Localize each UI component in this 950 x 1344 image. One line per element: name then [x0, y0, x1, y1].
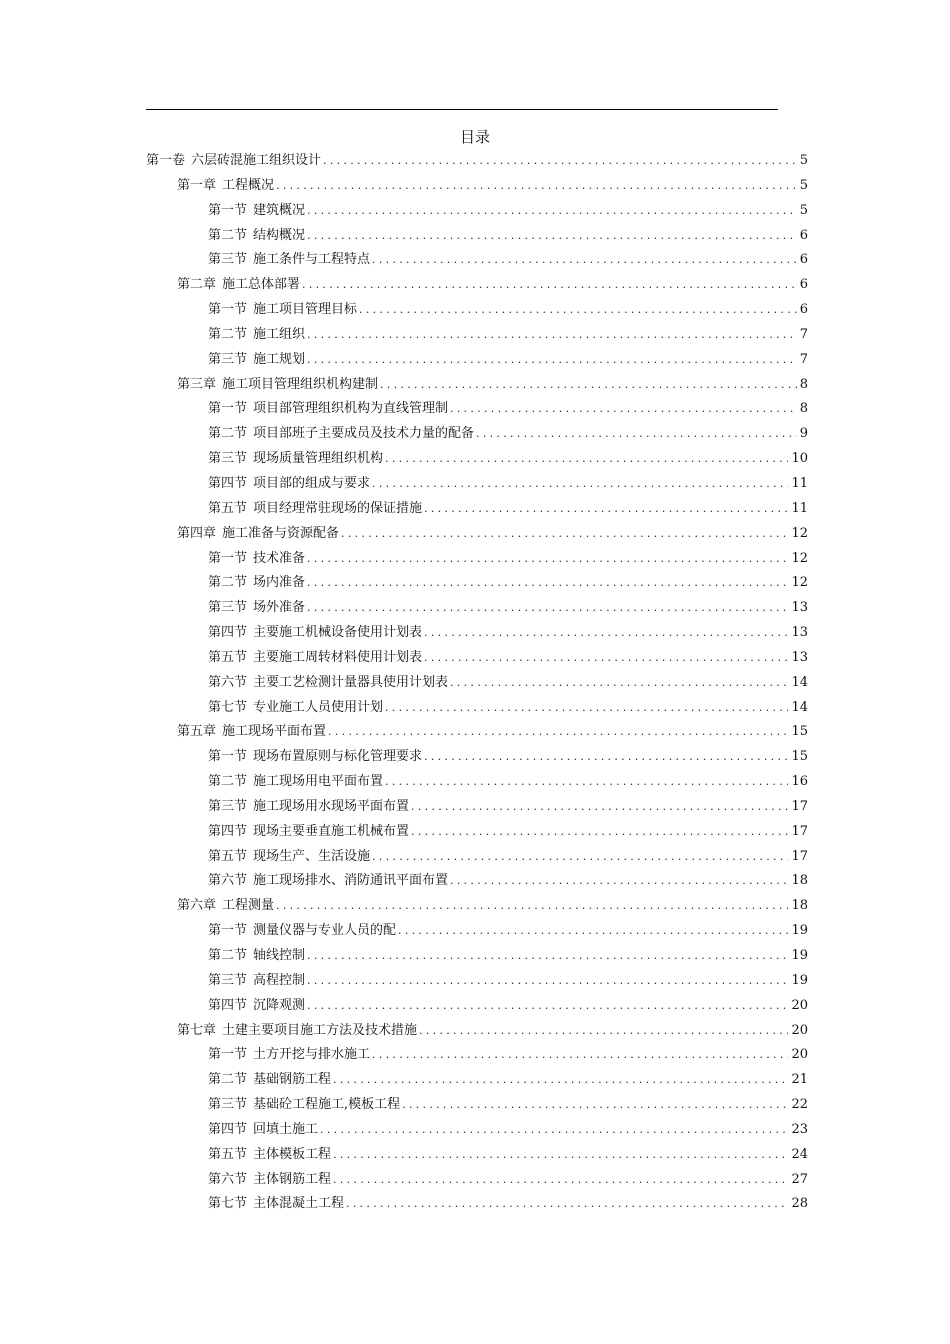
dot-leader: [341, 522, 788, 547]
toc-entry[interactable]: [146, 397, 808, 422]
toc-entry-title: 现场布置原则与标化管理要求: [253, 749, 423, 765]
toc-entry-page-number: 20: [791, 1047, 808, 1063]
toc-entry[interactable]: [146, 1143, 808, 1168]
toc-entry[interactable]: [146, 845, 808, 870]
toc-entry-page-number: 28: [791, 1196, 808, 1212]
toc-entry-title: 回填土施工: [253, 1121, 319, 1137]
toc-entry[interactable]: [146, 447, 808, 472]
dot-leader: [380, 373, 797, 398]
toc-entry-title: 主体模板工程: [253, 1146, 332, 1162]
toc-entry-number: 第七章: [177, 1022, 217, 1038]
toc-entry[interactable]: [146, 1068, 808, 1093]
dot-leader: [450, 671, 788, 696]
toc-entry-page-number: 17: [791, 823, 808, 839]
toc-entry-number: 第一节: [208, 749, 248, 765]
toc-entry-number: 第一节: [208, 1047, 248, 1063]
toc-entry[interactable]: [146, 820, 808, 845]
toc-entry[interactable]: [146, 894, 808, 919]
toc-entry-number: 第一章: [177, 177, 217, 193]
toc-entry-page-number: 8: [799, 401, 808, 417]
toc-entry[interactable]: [146, 919, 808, 944]
toc-entry-number: 第三章: [177, 376, 217, 392]
dot-leader: [372, 845, 788, 870]
toc-entry-title: 现场生产、生活设施: [253, 848, 371, 864]
toc-entry-number: 第三节: [208, 451, 248, 467]
toc-entry-title: 施工组织: [253, 326, 306, 342]
toc-entry-title: 六层砖混施工组织设计: [191, 153, 322, 168]
toc-entry-number: 第三节: [208, 1097, 248, 1113]
toc-entry[interactable]: [146, 1043, 808, 1068]
dot-leader: [385, 447, 788, 472]
dot-leader: [307, 323, 797, 348]
toc-entry-number: 第四节: [208, 475, 248, 491]
dot-leader: [372, 472, 788, 497]
toc-entry-title: 技术准备: [253, 550, 306, 566]
toc-entry-page-number: 21: [791, 1072, 808, 1088]
toc-entry-page-number: 5: [799, 177, 808, 193]
toc-entry[interactable]: [146, 472, 808, 497]
toc-entry-page-number: 24: [791, 1146, 808, 1162]
dot-leader: [307, 596, 788, 621]
dot-leader: [307, 944, 788, 969]
toc-entry-title: 基础砼工程施工,模板工程: [253, 1097, 401, 1113]
toc-entry-title: 项目部管理组织机构为直线管理制: [253, 401, 449, 417]
toc-entry-title: 主体钢筋工程: [253, 1171, 332, 1187]
toc-entry-title: 建筑概况: [253, 202, 306, 218]
toc-entry-page-number: 20: [791, 997, 808, 1013]
toc-entry-page-number: 11: [791, 500, 808, 516]
toc-entry-number: 第二节: [208, 948, 248, 963]
toc-entry-number: 第六章: [177, 898, 217, 914]
toc-entry-title: 项目部班子主要成员及技术力量的配备: [253, 426, 475, 442]
dot-leader: [424, 497, 788, 522]
dot-leader: [307, 348, 797, 373]
toc-entry[interactable]: [146, 596, 808, 621]
toc-entry-title: 施工准备与资源配备: [222, 525, 340, 541]
dot-leader: [333, 1068, 788, 1093]
toc-entry-page-number: 15: [791, 724, 808, 740]
toc-entry-number: 第三节: [208, 351, 248, 367]
toc-entry-title: 轴线控制: [253, 948, 306, 963]
toc-entry[interactable]: [146, 248, 808, 273]
toc-entry[interactable]: [146, 646, 808, 671]
toc-entry-number: 第一卷: [146, 153, 186, 168]
toc-entry-title: 施工现场排水、消防通讯平面布置: [253, 873, 449, 889]
toc-entry-title: 专业施工人员使用计划: [253, 699, 384, 715]
toc-entry-page-number: 13: [791, 600, 808, 616]
toc-entry-number: 第二节: [208, 227, 248, 243]
dot-leader: [411, 795, 788, 820]
toc-entry-title: 工程概况: [222, 177, 275, 193]
toc-entry-number: 第六节: [208, 1171, 248, 1187]
toc-entry[interactable]: [146, 422, 808, 447]
toc-entry-title: 施工现场用电平面布置: [253, 774, 384, 790]
toc-entry-page-number: 15: [791, 749, 808, 765]
dot-leader: [450, 397, 797, 422]
toc-entry-page-number: 6: [799, 277, 808, 293]
toc-entry-number: 第四节: [208, 997, 248, 1013]
toc-entry[interactable]: [146, 522, 808, 547]
toc-entry-page-number: 12: [791, 575, 808, 591]
toc-entry-number: 第五节: [208, 848, 248, 864]
dot-leader: [307, 547, 788, 572]
toc-entry-title: 项目经理常驻现场的保证措施: [253, 500, 423, 516]
toc-entry-page-number: 7: [799, 326, 808, 342]
toc-entry-page-number: 14: [791, 699, 808, 715]
dot-leader: [302, 273, 797, 298]
toc-entry-page-number: 9: [799, 426, 808, 442]
dot-leader: [424, 621, 788, 646]
toc-entry-title: 施工现场平面布置: [222, 724, 327, 740]
dot-leader: [307, 969, 788, 994]
toc-entry-page-number: 12: [791, 525, 808, 541]
dot-leader: [276, 174, 797, 199]
toc-entry[interactable]: [146, 174, 808, 199]
toc-entry-number: 第一节: [208, 923, 248, 939]
toc-entry-number: 第六节: [208, 873, 248, 889]
toc-entry[interactable]: [146, 547, 808, 572]
toc-entry[interactable]: [146, 795, 808, 820]
dot-leader: [320, 1118, 788, 1143]
toc-entry[interactable]: [146, 323, 808, 348]
dot-leader: [359, 298, 797, 323]
toc-entry[interactable]: [146, 944, 808, 969]
toc-entry-title: 现场主要垂直施工机械布置: [253, 823, 410, 839]
toc-entry-title: 施工项目管理组织机构建制: [222, 376, 379, 392]
toc-title: 目录: [459, 128, 490, 146]
toc-entry-number: 第四章: [177, 525, 217, 541]
toc-entry[interactable]: [146, 770, 808, 795]
toc-entry[interactable]: [146, 994, 808, 1019]
dot-leader: [476, 422, 797, 447]
toc-entry-page-number: 17: [791, 798, 808, 814]
toc-entry-title: 工程测量: [222, 898, 275, 914]
toc-entry-page-number: 6: [799, 252, 808, 268]
dot-leader: [385, 696, 788, 721]
toc-entry-page-number: 16: [791, 774, 808, 790]
toc-entry[interactable]: [146, 869, 808, 894]
toc-entry-number: 第三节: [208, 600, 248, 616]
dot-leader: [411, 820, 788, 845]
toc-entry-title: 高程控制: [253, 972, 306, 988]
toc-entry-page-number: 5: [799, 153, 808, 168]
dot-leader: [323, 149, 797, 174]
toc-entry-title: 测量仪器与专业人员的配: [253, 923, 397, 939]
toc-entry[interactable]: [146, 1168, 808, 1193]
toc-entry-number: 第二章: [177, 277, 217, 293]
toc-entry[interactable]: [146, 571, 808, 596]
toc-entry-page-number: 14: [791, 674, 808, 690]
dot-leader: [333, 1168, 788, 1193]
toc-entry-title: 场外准备: [253, 600, 306, 616]
toc-entry-page-number: 7: [799, 351, 808, 367]
toc-entry-title: 沉降观测: [253, 997, 306, 1013]
dot-leader: [402, 1093, 788, 1118]
dot-leader: [398, 919, 788, 944]
toc-entry-title: 施工现场用水现场平面布置: [253, 798, 410, 814]
dot-leader: [372, 1043, 788, 1068]
toc-entry-title: 施工条件与工程特点: [253, 252, 371, 268]
toc-entry-number: 第一节: [208, 202, 248, 218]
toc-entry-number: 第一节: [208, 302, 248, 318]
toc-entry-title: 主要施工机械设备使用计划表: [253, 625, 423, 641]
toc-entry[interactable]: [146, 671, 808, 696]
toc-entry-page-number: 6: [799, 302, 808, 318]
toc-entry-page-number: 6: [799, 227, 808, 243]
toc-entry-number: 第三节: [208, 252, 248, 268]
toc-entry-number: 第四节: [208, 1121, 248, 1137]
toc-entry-number: 第三节: [208, 972, 248, 988]
toc-entry[interactable]: [146, 1019, 808, 1044]
dot-leader: [346, 1192, 788, 1217]
toc-entry-page-number: 11: [791, 475, 808, 491]
dot-leader: [307, 199, 797, 224]
dot-leader: [385, 770, 788, 795]
toc-entry-number: 第七节: [208, 1196, 248, 1212]
toc-entry[interactable]: [146, 199, 808, 224]
toc-entry-title: 现场质量管理组织机构: [253, 451, 384, 467]
toc-entry-page-number: 17: [791, 848, 808, 864]
dot-leader: [372, 248, 797, 273]
toc-entry-page-number: 12: [791, 550, 808, 566]
dot-leader: [307, 571, 788, 596]
toc-entry-title: 主要工艺检测计量器具使用计划表: [253, 674, 449, 690]
toc-entry-number: 第二节: [208, 426, 248, 442]
toc-entry-number: 第六节: [208, 674, 248, 690]
toc-entry-page-number: 5: [799, 202, 808, 218]
toc-entry[interactable]: [146, 720, 808, 745]
toc-entry[interactable]: [146, 696, 808, 721]
dot-leader: [307, 224, 797, 249]
table-of-contents: [146, 149, 808, 1217]
toc-entry-number: 第二节: [208, 774, 248, 790]
dot-leader: [424, 646, 788, 671]
dot-leader: [419, 1019, 788, 1044]
toc-entry[interactable]: [146, 1192, 808, 1217]
toc-entry[interactable]: [146, 969, 808, 994]
toc-entry-number: 第五节: [208, 649, 248, 665]
toc-entry-page-number: 27: [791, 1171, 808, 1187]
toc-entry-title: 主体混凝土工程: [253, 1196, 345, 1212]
toc-entry[interactable]: [146, 273, 808, 298]
toc-entry-page-number: 19: [791, 923, 808, 939]
toc-entry[interactable]: [146, 745, 808, 770]
toc-entry[interactable]: [146, 1093, 808, 1118]
dot-leader: [424, 745, 788, 770]
dot-leader: [276, 894, 788, 919]
toc-entry-number: 第四节: [208, 823, 248, 839]
toc-entry-page-number: 19: [791, 972, 808, 988]
toc-entry-title: 结构概况: [253, 227, 306, 243]
header-rule: [146, 109, 778, 110]
toc-entry-title: 项目部的组成与要求: [253, 475, 371, 491]
toc-entry-title: 土方开挖与排水施工: [253, 1047, 371, 1063]
dot-leader: [450, 869, 788, 894]
toc-entry-number: 第二节: [208, 575, 248, 591]
toc-entry-page-number: 19: [791, 948, 808, 963]
toc-entry-number: 第七节: [208, 699, 248, 715]
toc-entry-number: 第一节: [208, 550, 248, 566]
toc-entry-title: 基础钢筋工程: [253, 1072, 332, 1088]
toc-entry-title: 主要施工周转材料使用计划表: [253, 649, 423, 665]
toc-entry-number: 第二节: [208, 326, 248, 342]
toc-entry-number: 第一节: [208, 401, 248, 417]
toc-entry-title: 土建主要项目施工方法及技术措施: [222, 1022, 418, 1038]
toc-entry-title: 施工项目管理目标: [253, 302, 358, 318]
dot-leader: [328, 720, 788, 745]
toc-entry-page-number: 8: [799, 376, 808, 392]
toc-entry-page-number: 22: [791, 1097, 808, 1113]
toc-entry[interactable]: [146, 621, 808, 646]
toc-entry-page-number: 23: [791, 1121, 808, 1137]
toc-entry-number: 第二节: [208, 1072, 248, 1088]
toc-entry[interactable]: [146, 348, 808, 373]
toc-entry-page-number: 20: [791, 1022, 808, 1038]
dot-leader: [333, 1143, 788, 1168]
toc-entry-number: 第五节: [208, 500, 248, 516]
toc-entry[interactable]: [146, 298, 808, 323]
toc-entry-number: 第四节: [208, 625, 248, 641]
toc-entry[interactable]: [146, 224, 808, 249]
toc-entry-title: 场内准备: [253, 575, 306, 591]
toc-entry-title: 施工规划: [253, 351, 306, 367]
toc-entry[interactable]: [146, 497, 808, 522]
dot-leader: [307, 994, 788, 1019]
toc-entry-number: 第五节: [208, 1146, 248, 1162]
toc-entry-page-number: 18: [791, 873, 808, 889]
toc-entry-page-number: 18: [791, 898, 808, 914]
toc-entry-page-number: 10: [791, 451, 808, 467]
toc-entry[interactable]: [146, 373, 808, 398]
toc-entry-title: 施工总体部署: [222, 277, 301, 293]
toc-entry[interactable]: [146, 149, 808, 174]
toc-entry[interactable]: [146, 1118, 808, 1143]
toc-entry-number: 第三节: [208, 798, 248, 814]
toc-entry-page-number: 13: [791, 649, 808, 665]
toc-entry-page-number: 13: [791, 625, 808, 641]
toc-entry-number: 第五章: [177, 724, 217, 740]
